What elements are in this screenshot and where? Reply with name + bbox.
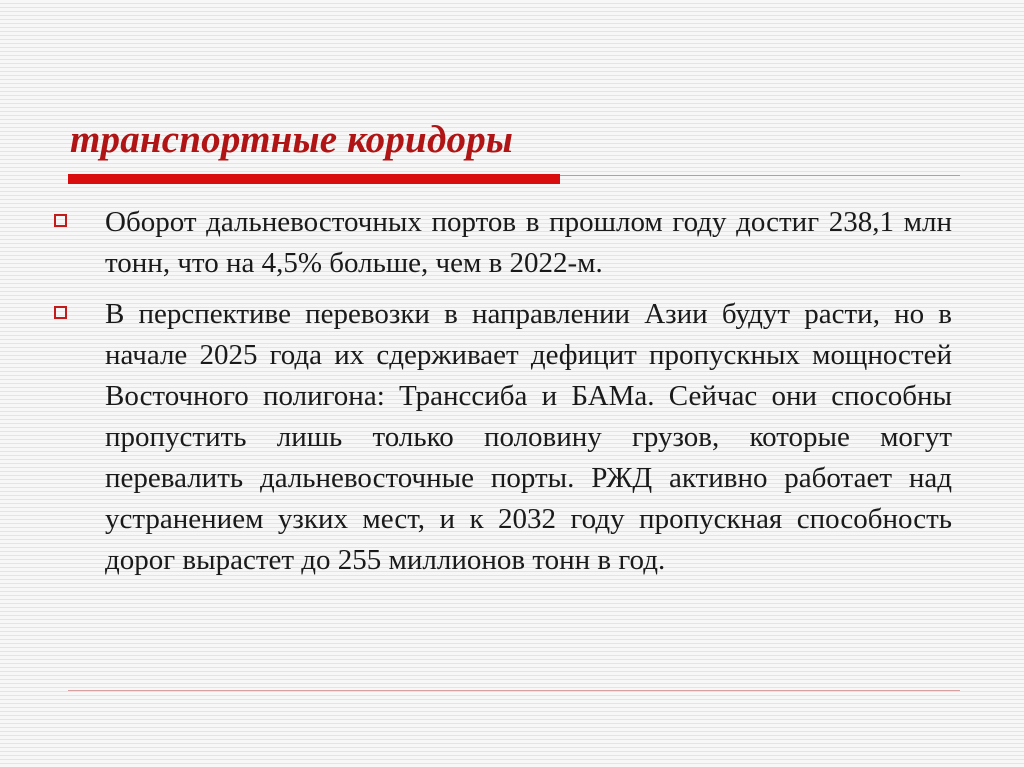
hollow-square-icon [54,306,67,319]
footer-divider-line [68,690,960,691]
title-divider-line [560,175,960,176]
bullet-list [54,202,952,591]
bullet-text: Оборот дальневосточных портов в прошлом году достиг 238,1 млн тонн, что на 4,5% больше, чем в 2022-м. [105,206,952,279]
bullet-item [54,294,952,581]
bullet-item [54,202,952,284]
hollow-square-icon [54,214,67,227]
slide-title: транспортные коридоры [70,118,514,161]
bullet-text: В перспективе перевозки в направлении Азии будут расти, но в начале 2025 года их сдерживает дефицит пропускных мощностей Восточного полигона: Транссиба и БАМа. Сейчас они способны пропустить лишь только половину грузов, которые могут перевалить дальневосточные порты. РЖД активно работает над устранением узких мест, и к 2032 году пропускная способность дорог вырастет до 255 миллионов тонн в год. [105,298,952,576]
title-underline-bar [68,174,560,184]
